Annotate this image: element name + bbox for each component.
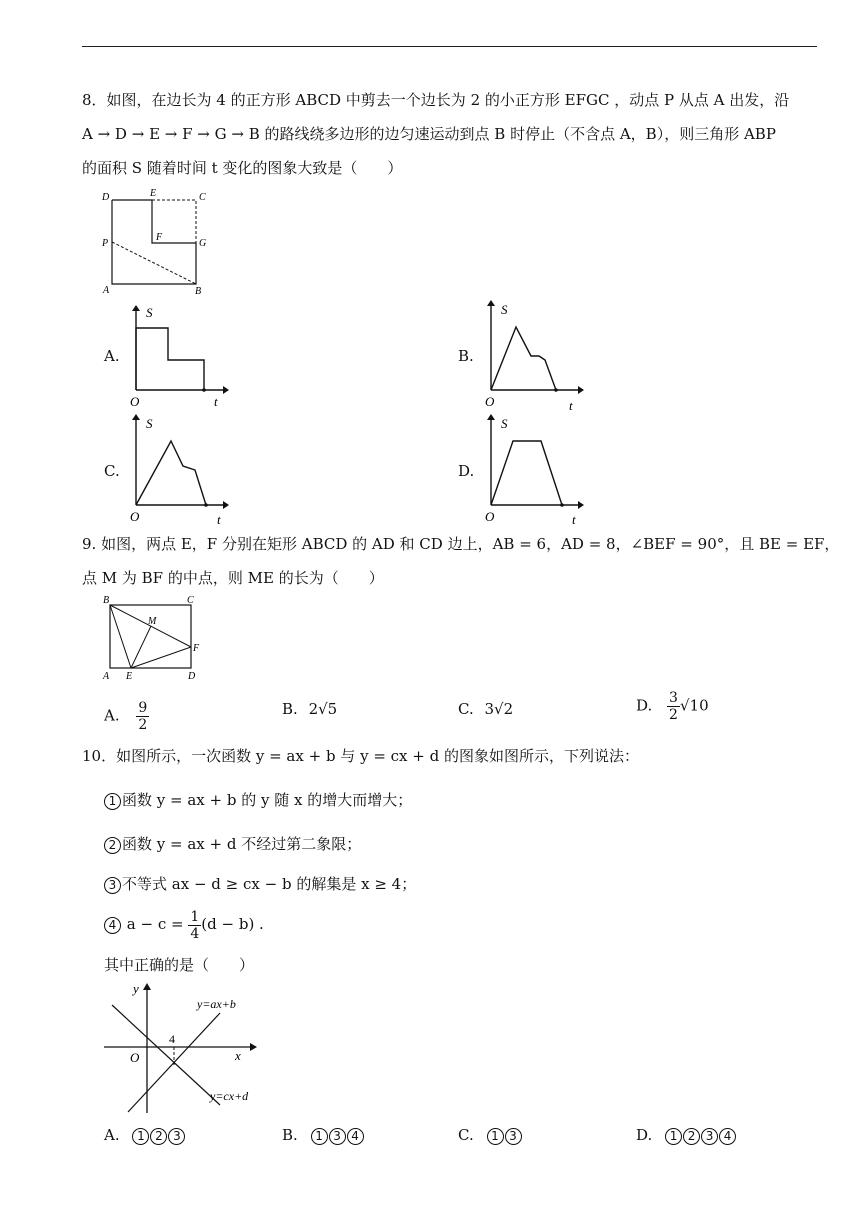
q8-label-G: G <box>199 238 207 249</box>
q8-option-d-graph[interactable] <box>483 414 583 527</box>
q10-label-line-cd: y=cx+d <box>210 1089 249 1103</box>
q9-rectangle-figure <box>100 594 210 684</box>
svg-text:t: t <box>214 394 218 409</box>
header-rule <box>82 46 817 47</box>
q10-statement-3: 3 不等式 ax − d ≥ cx − b 的解集是 x ≥ 4； <box>104 874 416 894</box>
q8-label-A: A <box>103 285 110 296</box>
q9-label-A: A <box>103 671 110 682</box>
svg-text:t: t <box>569 398 573 413</box>
q10-statement-4: 4 a − c = $\frac{1}{4}$ (d − b) . <box>104 905 264 949</box>
q10-option-c[interactable]: C. 1 3 <box>458 1126 523 1145</box>
q10-statement-2: 2 函数 y = ax + d 不经过第二象限； <box>104 834 361 854</box>
q10-statement-1: 1 函数 y = ax + b 的 y 随 x 的增大而增大； <box>104 790 412 810</box>
q9-option-b[interactable]: B. 2√5 <box>282 700 338 718</box>
q8-option-d-letter[interactable]: D. <box>458 462 475 480</box>
q8-label-B: B <box>195 286 202 297</box>
q10-question: 其中正确的是（ ） <box>104 956 255 974</box>
q8-square-figure <box>100 188 220 298</box>
q9-text-line2: 点 M 为 BF 的中点，则 ME 的长为（ ） <box>82 569 384 587</box>
svg-text:O: O <box>130 394 140 409</box>
q8-label-D: D <box>102 192 110 203</box>
q9-option-d[interactable]: D. $\frac{3}{2}$ √10 <box>636 690 709 723</box>
q8-option-b-graph[interactable] <box>483 300 583 413</box>
q9-label-C: C <box>187 595 194 606</box>
circled-number-3: 3 <box>104 877 121 894</box>
q9-text-line1: 9. 如图，两点 E，F 分别在矩形 ABCD 的 AD 和 CD 边上，AB = 6，AD = 8，∠BEF = 90°，且 BE = EF， <box>82 535 840 553</box>
q8-label-E: E <box>150 188 157 199</box>
q8-option-c-graph[interactable] <box>128 414 228 527</box>
svg-text:O: O <box>130 509 140 524</box>
svg-text:O: O <box>485 394 495 409</box>
q10-option-b[interactable]: B. 1 3 4 <box>282 1126 365 1145</box>
svg-text:S: S <box>501 302 508 317</box>
q8-option-b-letter[interactable]: B. <box>458 347 474 365</box>
q10-label-y: y <box>133 981 139 996</box>
q10-option-d[interactable]: D. 1 2 3 4 <box>636 1126 737 1145</box>
q9-label-M: M <box>148 616 157 627</box>
q10-label-O: O <box>130 1050 140 1065</box>
q10-intro: 10．如图所示，一次函数 y = ax + b 与 y = cx + d 的图象如图所示，下列说法： <box>82 747 639 765</box>
q9-option-a[interactable]: A. $\frac{9}{2}$ <box>104 700 148 733</box>
svg-text:t: t <box>572 512 576 527</box>
q9-option-c[interactable]: C. 3√2 <box>458 700 514 718</box>
svg-text:S: S <box>146 416 153 431</box>
q10-label-line-ab: y=ax+b <box>197 997 236 1011</box>
q9-label-F: F <box>193 643 200 654</box>
svg-text:S: S <box>146 305 153 320</box>
q8-text-line3: 的面积 S 随着时间 t 变化的图象大致是（ ） <box>82 159 403 177</box>
circled-number-2: 2 <box>104 837 121 854</box>
q8-label-C: C <box>199 192 206 203</box>
q8-label-P: P <box>102 238 109 249</box>
q9-label-B: B <box>103 595 110 606</box>
q10-option-a[interactable]: A. 1 2 3 <box>104 1126 186 1145</box>
circled-number-1: 1 <box>104 793 121 810</box>
q8-label-F: F <box>156 232 163 243</box>
q8-text-line1: 8．如图，在边长为 4 的正方形 ABCD 中剪去一个边长为 2 的小正方形 EFGC ，动点 P 从点 A 出发，沿 <box>82 91 790 109</box>
q9-label-E: E <box>126 671 133 682</box>
q8-option-a-letter[interactable]: A. <box>104 347 120 365</box>
q8-option-c-letter[interactable]: C. <box>104 462 120 480</box>
q9-label-D: D <box>188 671 196 682</box>
q10-linear-functions-figure <box>100 980 280 1120</box>
svg-text:O: O <box>485 509 495 524</box>
q10-label-4: 4 <box>169 1032 175 1046</box>
q8-option-a-graph[interactable] <box>128 305 228 410</box>
svg-text:t: t <box>217 512 221 527</box>
q10-label-x: x <box>235 1048 241 1063</box>
q8-text-line2: A → D → E → F → G → B 的路线绕多边形的边匀速运动到点 B 时停止（不含点 A，B），则三角形 ABP <box>82 125 776 143</box>
circled-number-4: 4 <box>104 917 121 934</box>
svg-text:S: S <box>501 416 508 431</box>
